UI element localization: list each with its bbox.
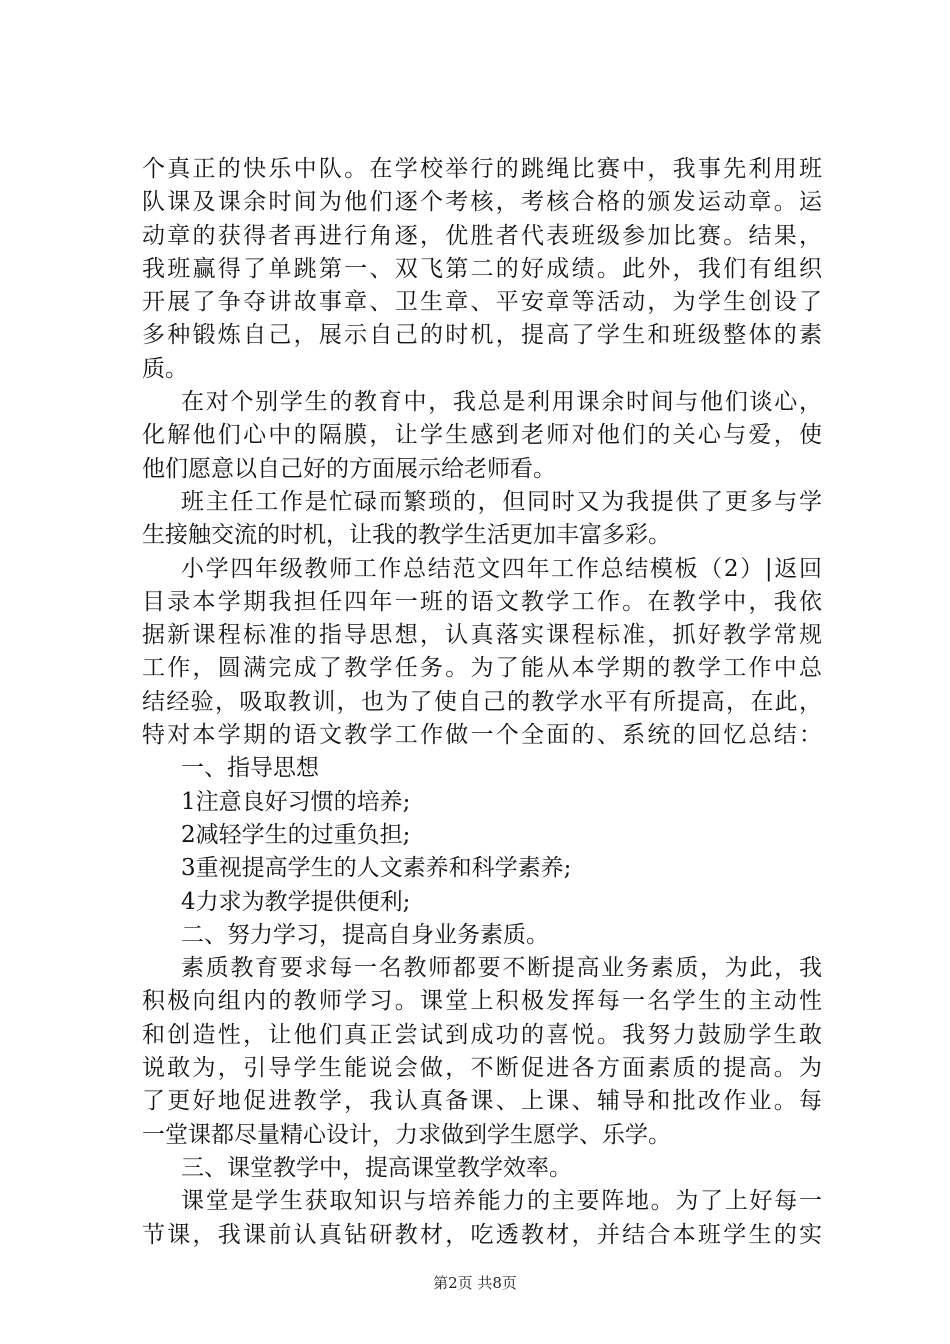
text-line: 在对个别学生的教育中，我总是利用课余时间与他们谈心，	[181, 389, 822, 416]
text-line: 他们愿意以自己好的方面展示给老师看。	[142, 455, 556, 482]
text-line: 三、课堂教学中，提高课堂教学效率。	[181, 1154, 572, 1181]
text-line: 说敢为，引导学生能说会做，不断促进各方面素质的提高。为	[142, 1055, 822, 1082]
page-footer: 第2页 共8页	[433, 1274, 517, 1292]
text-line: 多种锻炼自己，展示自己的时机，提高了学生和班级整体的素	[142, 322, 822, 349]
text-line: 小学四年级教师工作总结范文四年工作总结模板（2）|返回	[181, 555, 822, 582]
text-line: 1注意良好习惯的培养;	[181, 788, 411, 815]
text-line: 素质教育要求每一名教师都要不断提高业务素质，为此，我	[181, 955, 822, 982]
text-line: 动章的获得者再进行角逐，优胜者代表班级参加比赛。结果，	[142, 222, 822, 249]
text-line: 队课及课余时间为他们逐个考核，考核合格的颁发运动章。运	[142, 189, 822, 216]
text-line: 2减轻学生的过重负担;	[181, 821, 411, 848]
text-line: 一、指导思想	[181, 755, 319, 782]
text-line: 化解他们心中的隔膜，让学生感到老师对他们的关心与爱，使	[142, 422, 822, 449]
text-line: 和创造性，让他们真正尝试到成功的喜悦。我努力鼓励学生敢	[142, 1021, 822, 1048]
text-line: 3重视提高学生的人文素养和科学素养;	[181, 855, 572, 882]
text-line: 课堂是学生获取知识与培养能力的主要阵地。为了上好每一	[181, 1188, 822, 1215]
text-line: 开展了争夺讲故事章、卫生章、平安章等活动，为学生创设了	[142, 289, 822, 316]
text-line: 质。	[142, 355, 188, 382]
text-line: 节课，我课前认真钻研教材，吃透教材，并结合本班学生的实	[142, 1221, 822, 1248]
text-line: 生接触交流的时机，让我的教学生活更加丰富多彩。	[142, 522, 671, 549]
text-line: 结经验，吸取教训，也为了使自己的教学水平有所提高，在此，	[142, 688, 822, 715]
text-line: 班主任工作是忙碌而繁琐的，但同时又为我提供了更多与学	[181, 488, 822, 515]
text-line: 据新课程标准的指导思想，认真落实课程标准，抓好教学常规	[142, 622, 822, 649]
text-line: 4力求为教学提供便利;	[181, 888, 411, 915]
text-line: 个真正的快乐中队。在学校举行的跳绳比赛中，我事先利用班	[142, 156, 822, 182]
text-line: 目录本学期我担任四年一班的语文教学工作。在教学中，我依	[142, 588, 822, 615]
text-line: 工作，圆满完成了教学任务。为了能从本学期的教学工作中总	[142, 655, 822, 682]
text-line: 一堂课都尽量精心设计，力求做到学生愿学、乐学。	[142, 1121, 671, 1148]
text-line: 了更好地促进教学，我认真备课、上课、辅导和批改作业。每	[142, 1088, 822, 1115]
document-body	[142, 153, 822, 1252]
text-line: 特对本学期的语文教学工作做一个全面的、系统的回忆总结：	[142, 722, 822, 749]
text-line: 二、努力学习，提高自身业务素质。	[181, 921, 549, 948]
text-line: 积极向组内的教师学习。课堂上积极发挥每一名学生的主动性	[142, 988, 822, 1015]
text-line: 我班赢得了单跳第一、双飞第二的好成绩。此外，我们有组织	[142, 255, 822, 282]
